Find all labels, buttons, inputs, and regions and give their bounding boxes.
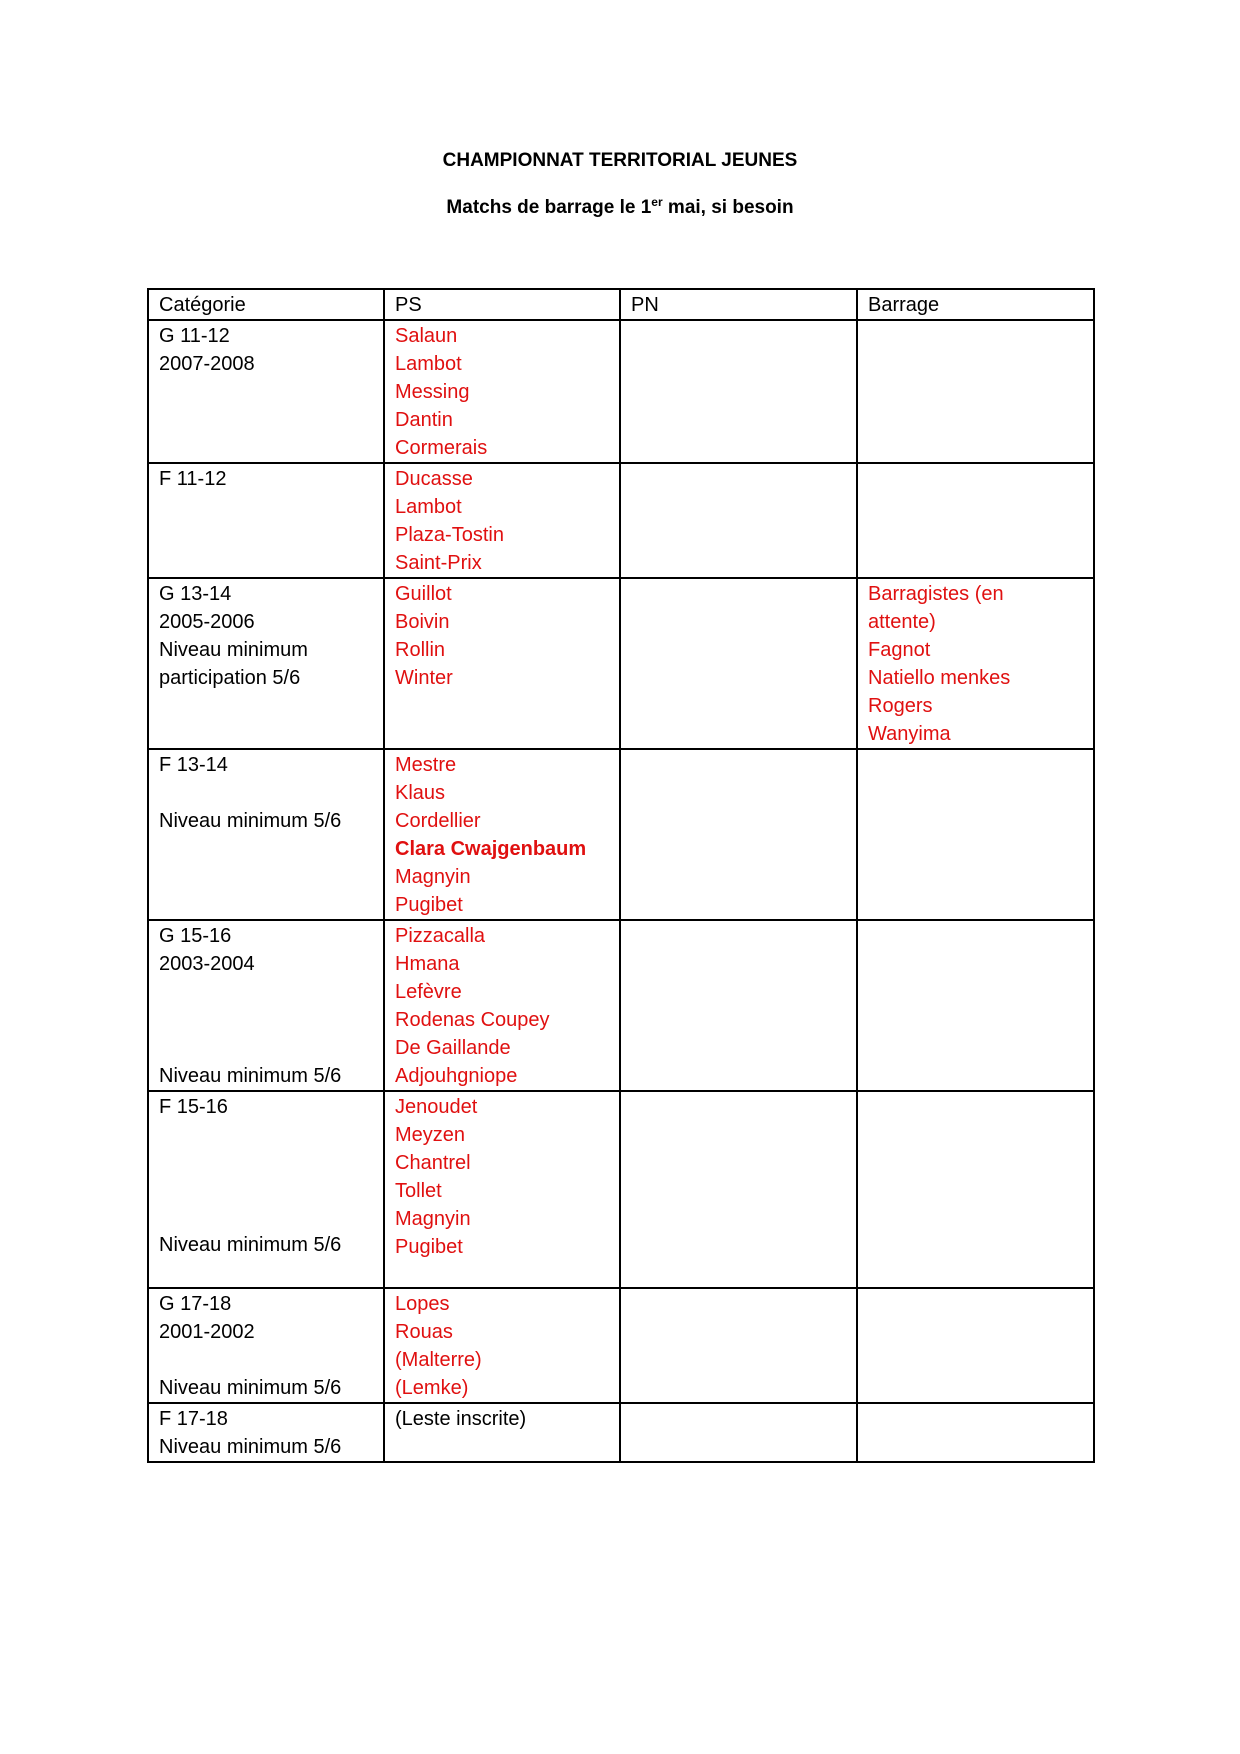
player-name: (Malterre)	[395, 1349, 482, 1371]
player-name: Rouas	[395, 1321, 453, 1343]
barrage-cell	[857, 749, 1094, 920]
player-name: Tollet	[395, 1180, 442, 1202]
barrage-cell	[857, 463, 1094, 578]
category-line: 2005-2006	[159, 611, 255, 633]
player-name: Lopes	[395, 1293, 450, 1315]
ps-cell	[384, 1091, 620, 1288]
player-name: Salaun	[395, 325, 458, 347]
pn-cell	[620, 578, 857, 749]
category-line: Niveau minimum	[159, 639, 308, 661]
table-row	[148, 463, 1094, 578]
pn-cell	[620, 1091, 857, 1288]
ps-cell	[384, 749, 620, 920]
player-name: Rollin	[395, 639, 446, 661]
ps-cell	[384, 320, 620, 463]
player-name: Adjouhgniope	[395, 1065, 518, 1087]
table-row	[148, 578, 1094, 749]
table-row	[148, 1403, 1094, 1462]
pn-cell	[620, 1288, 857, 1403]
pn-cell	[620, 1403, 857, 1462]
table-row	[148, 1091, 1094, 1288]
category-cell	[148, 749, 384, 920]
barrage-cell	[857, 1091, 1094, 1288]
player-name: Jenoudet	[395, 1096, 478, 1118]
barrage-cell	[857, 920, 1094, 1091]
pn-cell	[620, 463, 857, 578]
ps-cell	[384, 1403, 620, 1462]
player-name: Meyzen	[395, 1124, 466, 1146]
document-title: CHAMPIONNAT TERRITORIAL JEUNES	[442, 150, 798, 171]
table-row	[148, 320, 1094, 463]
player-name: Lambot	[395, 496, 462, 518]
table-row	[148, 1288, 1094, 1403]
player-name: Messing	[395, 381, 470, 403]
player-name: De Gaillande	[395, 1037, 511, 1059]
category-line: G 13-14	[159, 583, 232, 605]
ps-cell	[384, 578, 620, 749]
player-name: Clara Cwajgenbaum	[395, 838, 587, 860]
ps-cell	[384, 1288, 620, 1403]
player-name: Chantrel	[395, 1152, 471, 1174]
player-name: Saint-Prix	[395, 552, 482, 574]
category-level: Niveau minimum 5/6	[159, 1065, 342, 1087]
player-name: Magnyin	[395, 1208, 471, 1230]
player-name: Hmana	[395, 953, 460, 975]
pn-cell	[620, 749, 857, 920]
document-subtitle: Matchs de barrage le 1er mai, si besoin	[446, 195, 794, 218]
player-name: Ducasse	[395, 468, 473, 490]
player-name: Rodenas Coupey	[395, 1009, 550, 1031]
category-cell	[148, 1288, 384, 1403]
barrage-entry: Natiello menkes	[868, 667, 1011, 689]
barrage-entry: Rogers	[868, 695, 933, 717]
header-pn: PN	[620, 289, 857, 320]
category-level: Niveau minimum 5/6	[159, 1234, 342, 1256]
table-row	[148, 920, 1094, 1091]
category-line: participation 5/6	[159, 667, 301, 689]
player-name: Cormerais	[395, 437, 488, 459]
barrage-cell	[857, 1403, 1094, 1462]
player-name: Cordellier	[395, 810, 481, 832]
ps-cell	[384, 920, 620, 1091]
category-cell	[148, 578, 384, 749]
barrage-entry: Wanyima	[868, 723, 951, 745]
header-categorie: Catégorie	[148, 289, 384, 320]
category-line: F 11-12	[159, 468, 227, 490]
player-name: Lefèvre	[395, 981, 462, 1003]
barrage-entry: Barragistes (en	[868, 583, 1004, 605]
category-line: F 15-16	[159, 1096, 228, 1118]
player-name: Winter	[395, 667, 453, 689]
table-row	[148, 749, 1094, 920]
category-cell	[148, 1403, 384, 1462]
category-line: F 13-14	[159, 754, 228, 776]
barrage-entry: attente)	[868, 611, 936, 633]
pn-cell	[620, 920, 857, 1091]
category-line: Niveau minimum 5/6	[159, 810, 342, 832]
player-name: Pugibet	[395, 1236, 463, 1258]
barrage-entry: Fagnot	[868, 639, 931, 661]
header-ps: PS	[384, 289, 620, 320]
player-name: Klaus	[395, 782, 446, 804]
player-name: Magnyin	[395, 866, 471, 888]
category-line: 2003-2004	[159, 953, 255, 975]
category-level: Niveau minimum 5/6	[159, 1377, 342, 1399]
category-line: G 15-16	[159, 925, 232, 947]
category-line: Niveau minimum 5/6	[159, 1436, 342, 1458]
player-name: (Lemke)	[395, 1377, 469, 1399]
championship-table	[147, 288, 1095, 1463]
player-name: (Leste inscrite)	[395, 1408, 527, 1430]
category-cell	[148, 920, 384, 1091]
player-name: Guillot	[395, 583, 452, 605]
barrage-cell	[857, 320, 1094, 463]
player-name: Plaza-Tostin	[395, 524, 504, 546]
category-gap	[159, 779, 373, 807]
table-header-row	[148, 289, 1094, 320]
header-barrage: Barrage	[857, 289, 1094, 320]
ps-cell	[384, 463, 620, 578]
player-name: Pizzacalla	[395, 925, 486, 947]
player-name: Pugibet	[395, 894, 463, 916]
category-cell	[148, 320, 384, 463]
barrage-cell	[857, 1288, 1094, 1403]
pn-cell	[620, 320, 857, 463]
player-name: Mestre	[395, 754, 457, 776]
category-line: F 17-18	[159, 1408, 228, 1430]
player-name: Lambot	[395, 353, 462, 375]
player-name: Dantin	[395, 409, 453, 431]
barrage-cell	[857, 578, 1094, 749]
category-cell	[148, 1091, 384, 1288]
category-line: 2001-2002	[159, 1321, 255, 1343]
category-cell	[148, 463, 384, 578]
category-line: G 17-18	[159, 1293, 232, 1315]
player-name: Boivin	[395, 611, 450, 633]
category-line: 2007-2008	[159, 353, 255, 375]
category-line: G 11-12	[159, 325, 230, 347]
